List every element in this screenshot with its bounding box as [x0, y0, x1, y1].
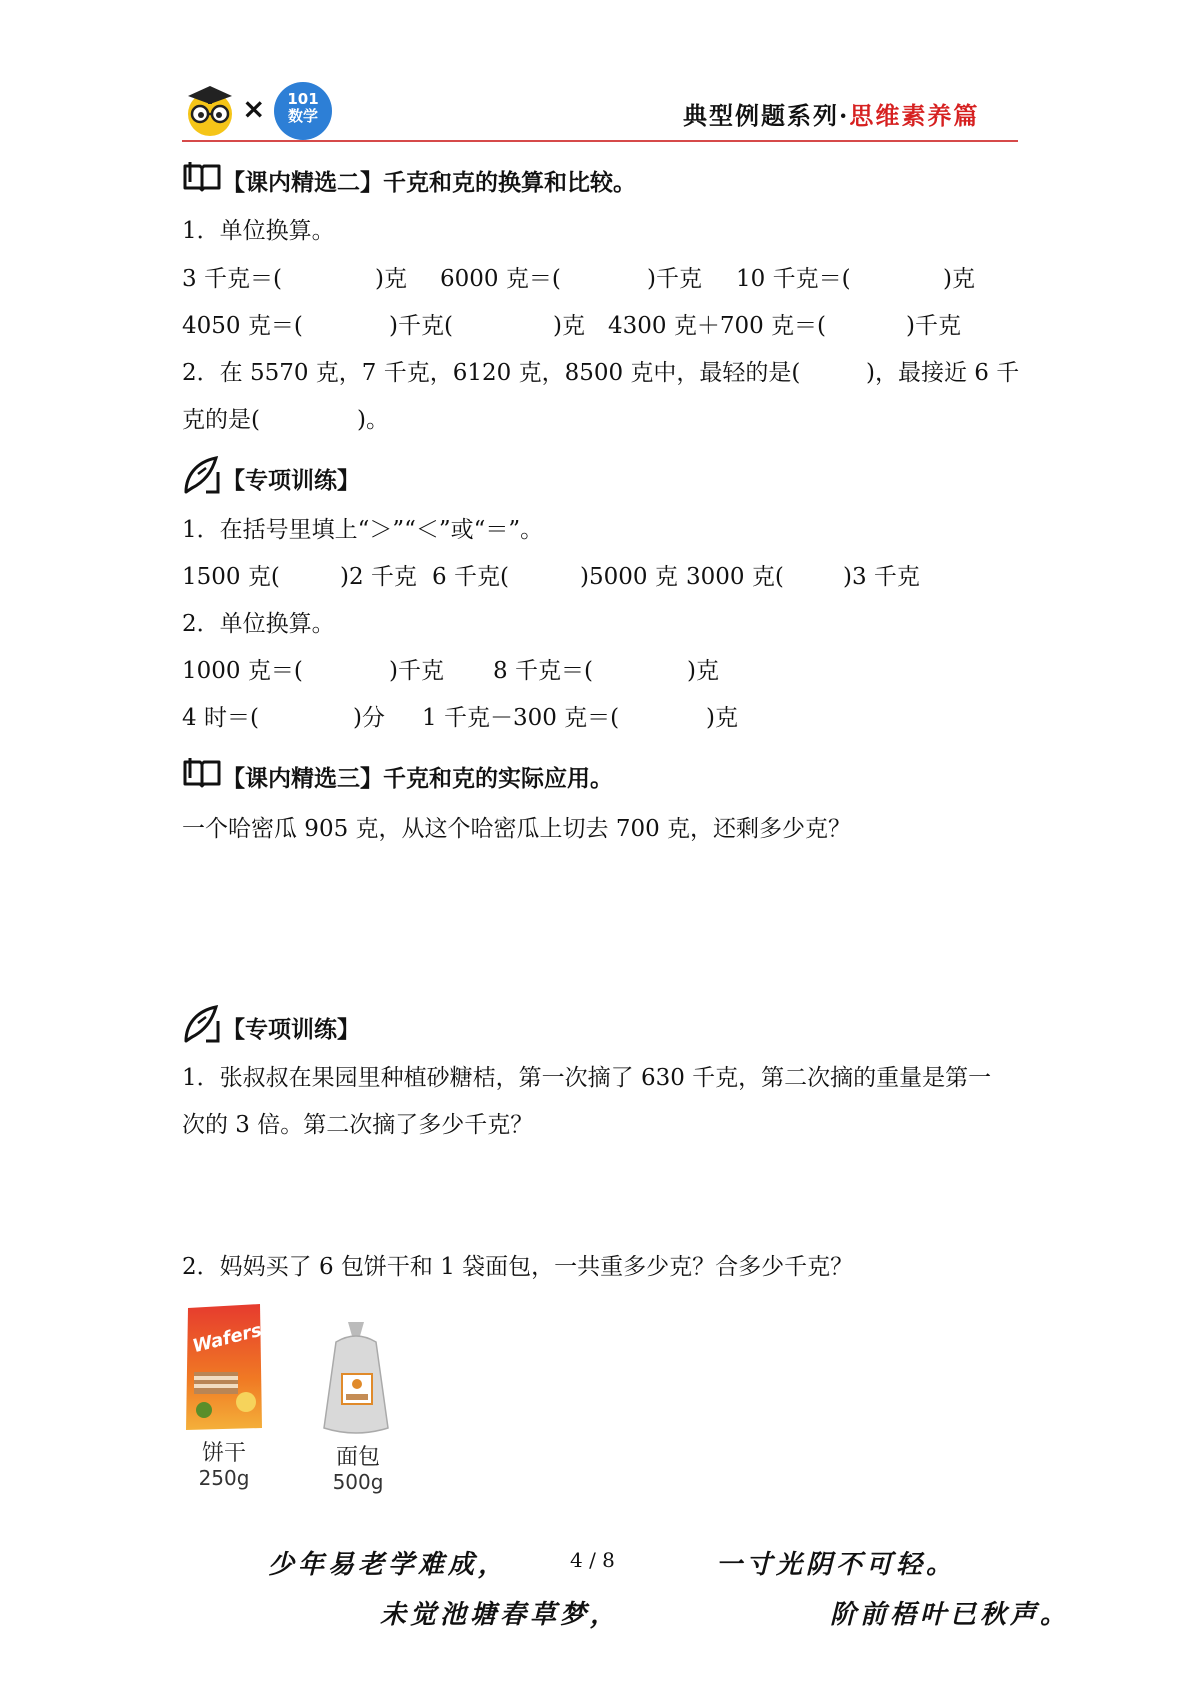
text-fragment: )千克 — [647, 266, 702, 292]
text-fragment: )2 千克 — [340, 564, 417, 590]
text-fragment: 3000 克( — [686, 564, 784, 590]
text-fragment: 克的是( — [182, 407, 260, 433]
question-text: 一个哈密瓜 905 克，从这个哈密瓜上切去 700 克，还剩多少克？ — [182, 816, 852, 842]
text-fragment: )克 — [375, 266, 407, 292]
text-fragment: )千克( — [389, 313, 453, 339]
open-book-icon — [182, 756, 222, 788]
footer-poem-line: 一寸光阴不可轻。 — [716, 1550, 957, 1580]
text-fragment: 3 千克＝( — [182, 266, 282, 292]
series-title-dot: · — [839, 101, 850, 130]
series-title-black: 典型例题系列 — [683, 101, 839, 130]
text-fragment: 4 时＝( — [182, 705, 259, 731]
math101-logo — [274, 82, 332, 140]
text-fragment: 1000 克＝( — [182, 658, 303, 684]
text-fragment: )克 — [943, 266, 975, 292]
logo-number: 101 — [287, 90, 319, 108]
question-text: 1．单位换算。 — [182, 218, 335, 244]
text-fragment: 10 千克＝( — [736, 266, 851, 292]
text-fragment: 2．在 5570 克，7 千克，6120 克，8500 克中，最轻的是( — [182, 360, 801, 386]
text-fragment: 1500 克( — [182, 564, 280, 590]
section-title: 【专项训练】 — [222, 1017, 360, 1043]
question-text: 2．单位换算。 — [182, 611, 335, 637]
section-title: 【课内精选二】千克和克的换算和比较。 — [222, 170, 636, 196]
section-title: 【专项训练】 — [222, 468, 360, 494]
bread-bag-icon — [318, 1318, 394, 1438]
question-text: 1．在括号里填上“＞”“＜”或“＝”。 — [182, 517, 544, 543]
series-title-red: 思维素养篇 — [849, 101, 980, 130]
text-fragment: )5000 克 — [580, 564, 678, 590]
footer-poem-line: 阶前梧叶已秋声。 — [830, 1600, 1071, 1630]
page-number: 4 / 8 — [570, 1548, 615, 1572]
series-title — [683, 96, 979, 131]
wafer-label: 饼干 — [201, 1441, 246, 1466]
owl-mascot-icon — [182, 80, 238, 138]
logo-text: 数学 — [287, 107, 318, 125]
section-title: 【课内精选三】千克和克的实际应用。 — [222, 766, 613, 792]
wafer-package-image — [184, 1302, 264, 1432]
wafer-weight: 250g — [198, 1466, 250, 1490]
text-fragment: 8 千克＝( — [493, 658, 593, 684]
pen-paper-icon — [182, 1005, 222, 1045]
open-book-icon — [182, 160, 222, 192]
question-text: 次的 3 倍。第二次摘了多少千克？ — [182, 1112, 534, 1138]
bread-weight: 500g — [332, 1470, 384, 1494]
footer-poem-line: 少年易老学难成， — [268, 1550, 509, 1580]
bread-label: 面包 — [335, 1445, 380, 1470]
header-divider — [182, 140, 1018, 142]
text-fragment: 1 千克－300 克＝( — [422, 705, 620, 731]
text-fragment: 4050 克＝( — [182, 313, 303, 339]
text-fragment: )。 — [357, 407, 389, 433]
text-fragment: 6000 克＝( — [440, 266, 561, 292]
question-text: 1．张叔叔在果园里种植砂糖桔，第一次摘了 630 千克，第二次摘的重量是第一 — [182, 1065, 992, 1091]
text-fragment: )3 千克 — [843, 564, 920, 590]
text-fragment: )克 — [706, 705, 738, 731]
times-sign: × — [242, 92, 266, 125]
text-fragment: 4300 克＋700 克＝( — [608, 313, 827, 339]
text-fragment: )克 — [687, 658, 719, 684]
text-fragment: )，最接近 6 千 — [866, 360, 1020, 386]
text-fragment: 6 千克( — [432, 564, 509, 590]
question-text: 2．妈妈买了 6 包饼干和 1 袋面包，一共重多少克？合多少千克？ — [182, 1254, 854, 1280]
wafer-brand: Wafers — [190, 1319, 264, 1358]
footer-poem-line: 未觉池塘春草梦， — [380, 1600, 621, 1630]
text-fragment: )克 — [553, 313, 585, 339]
pen-paper-icon — [182, 456, 222, 496]
text-fragment: )千克 — [389, 658, 444, 684]
text-fragment: )千克 — [906, 313, 961, 339]
text-fragment: )分 — [353, 705, 385, 731]
